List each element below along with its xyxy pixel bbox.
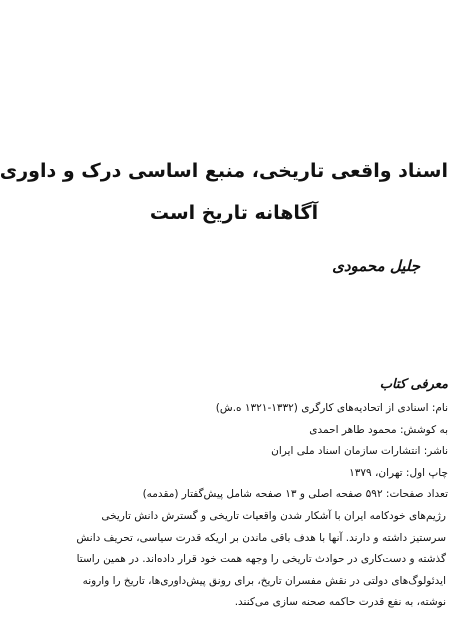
paragraph-line: سرستیز داشته و دارند. آنها با هدف باقی ماندن بر اریکه قدرت سیاسی، تحریف دانش xyxy=(76,531,446,544)
paragraph-line: نوشته، به نفع قدرت حاکمه صحنه سازی می‌کنند. xyxy=(234,596,446,608)
intro-paragraph xyxy=(22,506,446,614)
paragraph-line: ایدئولوگ‌های دولتی در نقش مفسران تاریخ، برای رونق پیش‌داوری‌ها، تاریخ را وارونه xyxy=(82,574,446,587)
title-line-2: آگاهانه تاریخ است xyxy=(149,202,319,224)
paragraph-line: رژیم‌های خودکامه ایران با آشکار شدن واقعیات تاریخی و گسترش دانش تاریخی xyxy=(101,510,446,522)
book-edition-line: چاپ اول: تهران، ۱۳۷۹ xyxy=(349,466,448,479)
book-name-line: نام: اسنادی از اتحادیه‌های کارگری (۱۳۳۲-۱۳۲۱ ه.ش) xyxy=(215,402,448,414)
article-title xyxy=(0,158,448,226)
book-publisher-line: ناشر: انتشارات سازمان اسناد ملی ایران xyxy=(271,445,448,457)
book-intro-heading: معرفی کتاب xyxy=(379,377,448,392)
author-name: جلیل محمودی xyxy=(332,257,420,275)
book-details xyxy=(20,398,448,506)
title-line-1: اسناد واقعی تاریخی، منبع اساسی درک و داوری xyxy=(0,160,448,182)
book-pages-line: تعداد صفحات: ۵۹۲ صفحه اصلی و ۱۳ صفحه شامل پیش‌گفتار (مقدمه) xyxy=(142,488,448,500)
book-editor-line: به کوشش: محمود طاهر احمدی xyxy=(309,423,448,436)
paragraph-line: گذشته و دست‌کاری در حوادث تاریخی را وجهه همت خود قرار داده‌اند. در همین راستا xyxy=(76,553,446,565)
